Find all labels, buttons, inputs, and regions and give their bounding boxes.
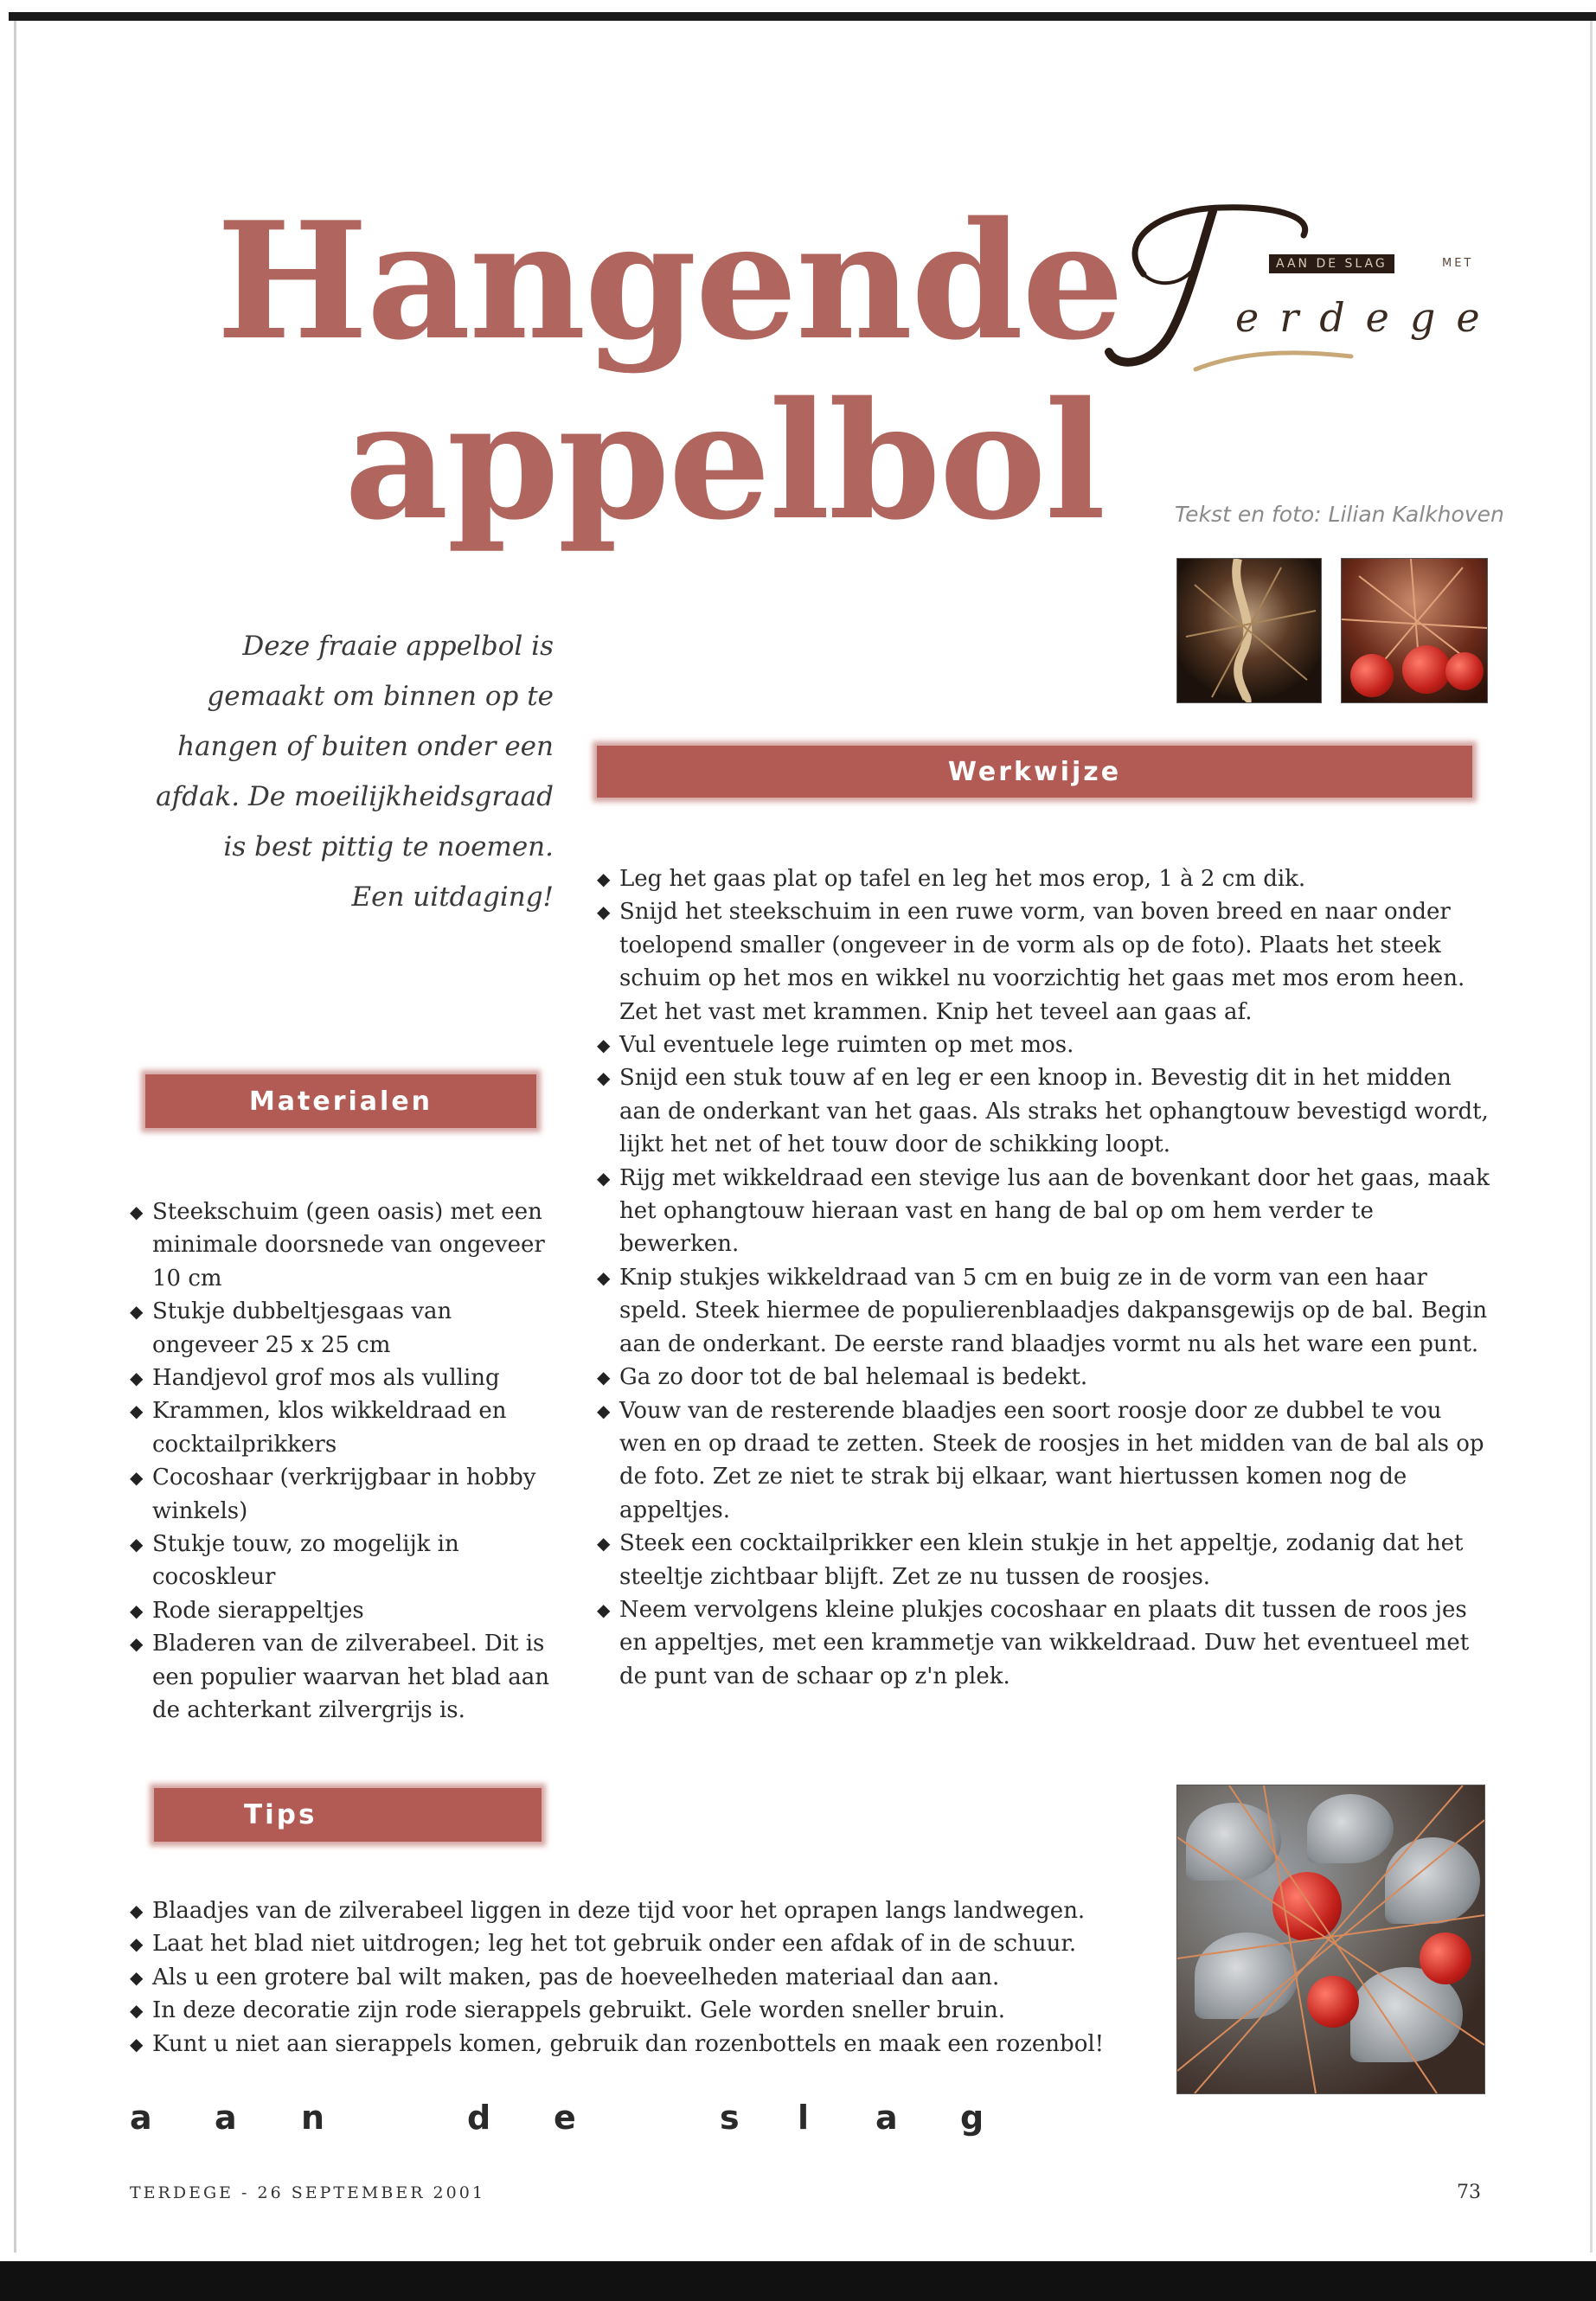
logo-wordmark: erdege	[1235, 294, 1501, 341]
tip-item: ◆ Als u een grotere bal wilt maken, pas de hoeveelheden materiaal dan aan.	[130, 1961, 1168, 1994]
photo-appelbol-closeup	[1176, 1785, 1485, 2094]
intro-line: is best pittig te noemen.	[223, 831, 554, 862]
top-rule	[9, 12, 1596, 21]
apple-1	[1350, 654, 1394, 697]
section-letter: g	[960, 2099, 984, 2137]
tips-list	[130, 1894, 1168, 2061]
tip-item: ◆ In deze decoratie zijn rode sierappels gebruikt. Gele worden sneller bruin.	[130, 1994, 1168, 2027]
bottom-rule	[0, 2261, 1596, 2301]
title-line-2: appelbol	[344, 366, 1105, 555]
tips-heading: Tips	[154, 1788, 542, 1842]
materialen-heading: Materialen	[145, 1074, 536, 1128]
photo-rope-detail	[1176, 558, 1322, 703]
step-item: ◆ Steek een cocktailprikker een klein stukje in het appeltje, zodanig dat het steeltje zichtbaar blijft. Zet ze nu tussen de roosjes.	[597, 1527, 1492, 1593]
material-item: ◆ Steekschuim (geen oasis) met een minimale doorsnede van ongeveer 10 cm	[130, 1195, 562, 1295]
step-item: ◆ Knip stukjes wikkeldraad van 5 cm en buig ze in de vorm van een haar speld. Steek hiermee de populierenblaadjes dakpansgewijs op de bal. Begin aan de onderkant. De eerste rand blaadjes vormt nu als het ware een punt.	[597, 1261, 1492, 1361]
section-letter: s	[720, 2099, 740, 2137]
section-letter: d	[467, 2099, 491, 2137]
rope-strands	[1177, 559, 1321, 702]
step-item: ◆ Rijg met wikkeldraad een stevige lus aan de bovenkant door het gaas, maak het ophangtouw hieraan vast en hang de bal op om hem verder te bewerken.	[597, 1162, 1492, 1261]
tip-item: ◆ Blaadjes van de zilverabeel liggen in deze tijd voor het oprapen langs landwegen.	[130, 1894, 1168, 1927]
material-item: ◆ Stukje dubbeltjesgaas van ongeveer 25 x 25 cm	[130, 1295, 562, 1362]
section-letter: a	[875, 2099, 898, 2137]
right-page-edge	[1590, 21, 1593, 2253]
logo-badge: AAN DE SLAG	[1269, 254, 1394, 273]
intro-text	[130, 621, 554, 922]
material-item: ◆ Cocoshaar (verkrijgbaar in hobby winkels)	[130, 1461, 562, 1528]
section-letter: e	[554, 2099, 576, 2137]
step-item: ◆ Vul eventuele lege ruimten op met mos.	[597, 1029, 1492, 1061]
material-item: ◆ Bladeren van de zilverabeel. Dit is een populier waarvan het blad aan de achterkant zilvergrijs is.	[130, 1627, 562, 1727]
section-letter: n	[301, 2099, 325, 2137]
cocos-fibres-closeup	[1177, 1785, 1484, 2093]
section-letter: l	[798, 2099, 810, 2137]
apple-2	[1402, 645, 1451, 694]
step-item: ◆ Vouw van de resterende blaadjes een soort roosje door ze dubbel te vou wen en op draad te zetten. Steek de roosjes in het midden van de bal als op de foto. Zet ze niet te strak bij elkaar, want hiertussen komen nog de appeltjes.	[597, 1394, 1492, 1528]
intro-line: afdak. De moeilijkheidsgraad	[156, 781, 554, 812]
step-item: ◆ Snijd een stuk touw af en leg er een knoop in. Bevestig dit in het midden aan de onderkant van het gaas. Als straks het ophangtouw bevestigd wordt, lijkt het net of het touw door de schikking loopt.	[597, 1061, 1492, 1161]
material-item: ◆ Handjevol grof mos als vulling	[130, 1362, 562, 1394]
page-number: 73	[1457, 2182, 1481, 2203]
intro-line: gemaakt om binnen op te	[207, 681, 554, 712]
material-item: ◆ Stukje touw, zo mogelijk in cocoskleur	[130, 1528, 562, 1594]
step-item: ◆ Ga zo door tot de bal helemaal is bedekt.	[597, 1361, 1492, 1394]
photo-credit: Tekst en foto: Lilian Kalkhoven	[1175, 502, 1504, 527]
intro-line: Een uitdaging!	[351, 881, 554, 913]
terdege-logo	[1092, 192, 1501, 391]
step-item: ◆ Neem vervolgens kleine plukjes cocoshaar en plaats dit tussen de roos jes en appeltjes, met een krammetje van wikkeldraad. Duw het eventueel met de punt van de schaar op z'n plek.	[597, 1593, 1492, 1693]
intro-line: hangen of buiten onder een	[177, 731, 554, 762]
materialen-list	[130, 1195, 562, 1727]
title-line-1: Hangende	[216, 186, 1123, 375]
footer-issue: TERDEGE - 26 SEPTEMBER 2001	[130, 2183, 485, 2202]
material-item: ◆ Rode sierappeltjes	[130, 1594, 562, 1627]
step-item: ◆ Snijd het steekschuim in een ruwe vorm, van boven breed en naar onder toelopend smaller (ongeveer in de vorm als op de foto). Plaats het steek schuim op het mos en wikkel nu voorzichtig het gaas met mos erom heen. Zet het vast met krammen. Knip het teveel aan gaas af.	[597, 895, 1492, 1029]
werkwijze-steps	[597, 862, 1492, 1693]
left-page-edge	[14, 21, 16, 2253]
intro-line: Deze fraaie appelbol is	[242, 631, 554, 662]
material-item: ◆ Krammen, klos wikkeldraad en cocktailprikkers	[130, 1394, 562, 1461]
section-letter: a	[130, 2099, 152, 2137]
section-letter: a	[215, 2099, 237, 2137]
logo-initial-graphic	[1092, 192, 1490, 391]
tip-item: ◆ Kunt u niet aan sierappels komen, gebruik dan rozenbottels en maak een rozenbol!	[130, 2028, 1168, 2061]
werkwijze-heading: Werkwijze	[597, 746, 1472, 798]
step-item: ◆ Leg het gaas plat op tafel en leg het mos erop, 1 à 2 cm dik.	[597, 862, 1492, 895]
logo-met: MET	[1442, 257, 1474, 270]
apple-3	[1445, 652, 1484, 690]
photo-apples-cocos	[1341, 558, 1488, 703]
tip-item: ◆ Laat het blad niet uitdrogen; leg het tot gebruik onder een afdak of in de schuur.	[130, 1927, 1168, 1960]
